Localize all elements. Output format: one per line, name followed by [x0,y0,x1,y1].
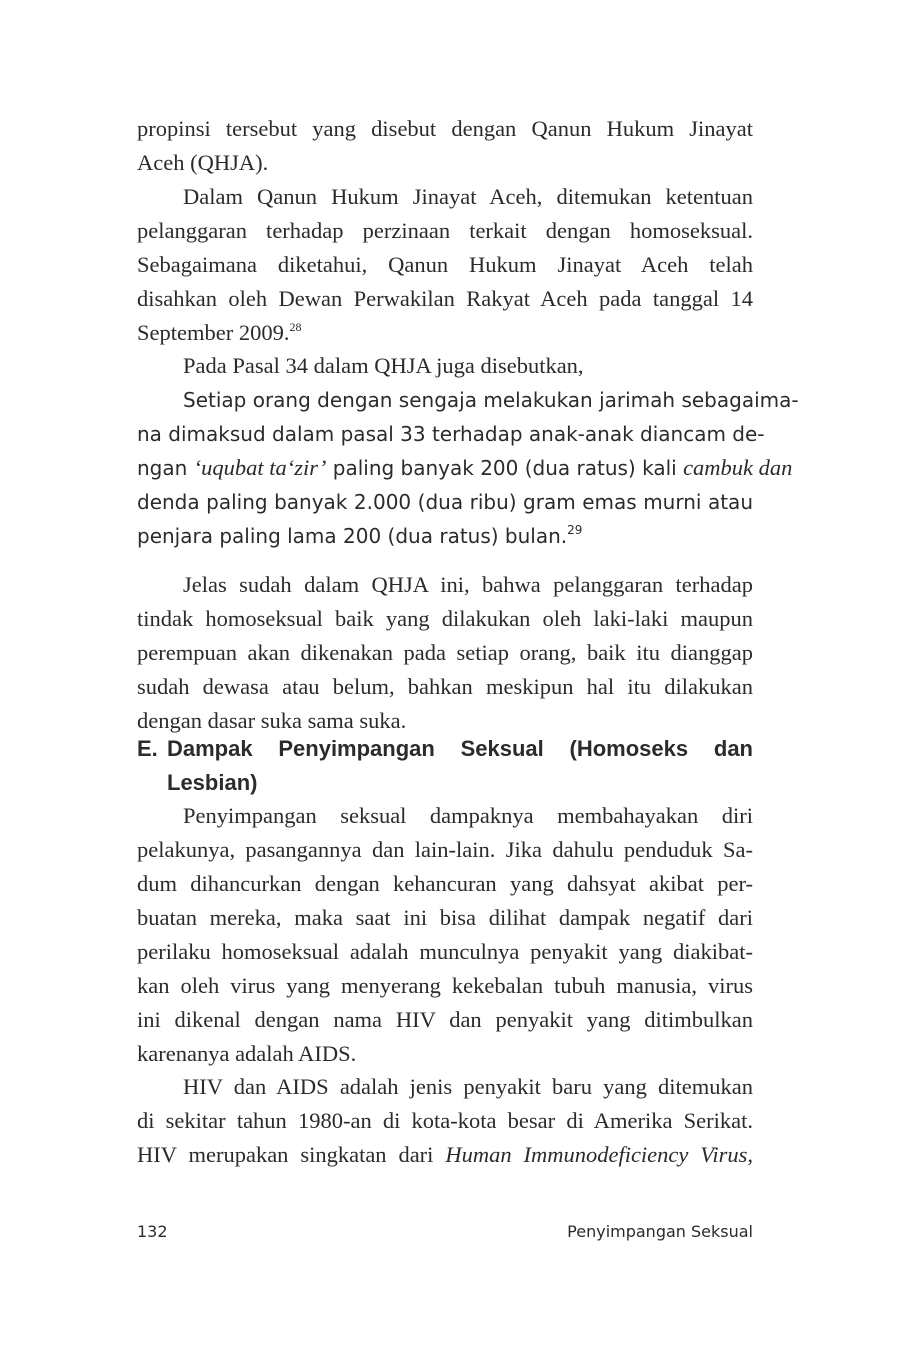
body-line: perilaku homoseksual adalah munculnya penyakit yang diakibat- [137,939,753,964]
body-line: pelanggaran terhadap perzinaan terkait dengan homoseksual. [137,218,753,243]
body-line: Pada Pasal 34 dalam QHJA juga disebutkan, [183,353,584,378]
quote-text: penjara paling lama 200 (dua ratus) bulan. [137,524,568,548]
quote-line: denda paling banyak 2.000 (dua ribu) gram emas murni atau [137,490,753,514]
section-title: Dampak Penyimpangan Seksual (Homoseks dan [167,736,753,761]
quote-text: ngan [137,456,194,480]
body-line [137,1138,753,1172]
arabic-term: ‘uqubat ta‘zir’ [193,455,327,480]
body-line: Aceh (QHJA). [137,150,269,175]
section-heading [137,732,753,766]
body-line-with-footnote [137,316,753,350]
body-line: Dalam Qanun Hukum Jinayat Aceh, ditemukan ketentuan [183,184,753,209]
body-text: September 2009. [137,320,290,345]
italic-term: cambuk dan [683,455,793,480]
body-line: Sebagaimana diketahui, Qanun Hukum Jinayat Aceh telah [137,252,753,277]
body-line: sudah dewasa atau belum, bahkan meskipun hal itu dilakukan [137,674,753,699]
body-line: perempuan akan dikenakan pada setiap orang, baik itu dianggap [137,640,753,665]
section-heading-continued: Lesbian) [167,770,258,795]
body-line: pelakunya, pasangannya dan lain-lain. Jika dahulu penduduk Sa- [137,837,753,862]
body-line: kan oleh virus yang menyerang kekebalan tubuh manusia, virus [137,973,753,998]
body-line: propinsi tersebut yang disebut dengan Qanun Hukum Jinayat [137,116,753,141]
body-line: HIV dan AIDS adalah jenis penyakit baru yang ditemukan [183,1074,753,1099]
quote-line-with-footnote [137,519,753,553]
quote-line: na dimaksud dalam pasal 33 terhadap anak-anak diancam de- [137,422,765,446]
footnote-ref: 28 [289,320,302,334]
body-line: disahkan oleh Dewan Perwakilan Rakyat Aceh pada tanggal 14 [137,286,753,311]
body-line: ini dikenal dengan nama HIV dan penyakit yang ditimbulkan [137,1007,753,1032]
body-line: di sekitar tahun 1980-an di kota-kota besar di Amerika Serikat. [137,1108,753,1133]
body-line: Penyimpangan seksual dampaknya membahayakan diri [183,803,753,828]
section-number: E. [137,736,158,761]
footnote-ref: 29 [567,523,583,537]
quote-line: Setiap orang dengan sengaja melakukan jarimah sebagaima- [183,388,799,412]
body-line: karenanya adalah AIDS. [137,1041,357,1066]
italic-term: Human Immunodeficiency Virus, [445,1142,754,1167]
body-text: HIV merupakan singkatan dari [137,1142,446,1167]
body-line: dengan dasar suka sama suka. [137,708,407,733]
body-line: dum dihancurkan dengan kehancuran yang dahsyat akibat per- [137,871,753,896]
body-line: buatan mereka, maka saat ini bisa dilihat dampak negatif dari [137,905,753,930]
body-line: Jelas sudah dalam QHJA ini, bahwa pelanggaran terhadap [183,572,753,597]
page-number: 132 [137,1222,168,1241]
quote-line [137,451,793,485]
quote-text: paling banyak 200 (dua ratus) kali [326,456,684,480]
body-line: tindak homoseksual baik yang dilakukan oleh laki-laki maupun [137,606,753,631]
running-title: Penyimpangan Seksual [567,1222,753,1241]
